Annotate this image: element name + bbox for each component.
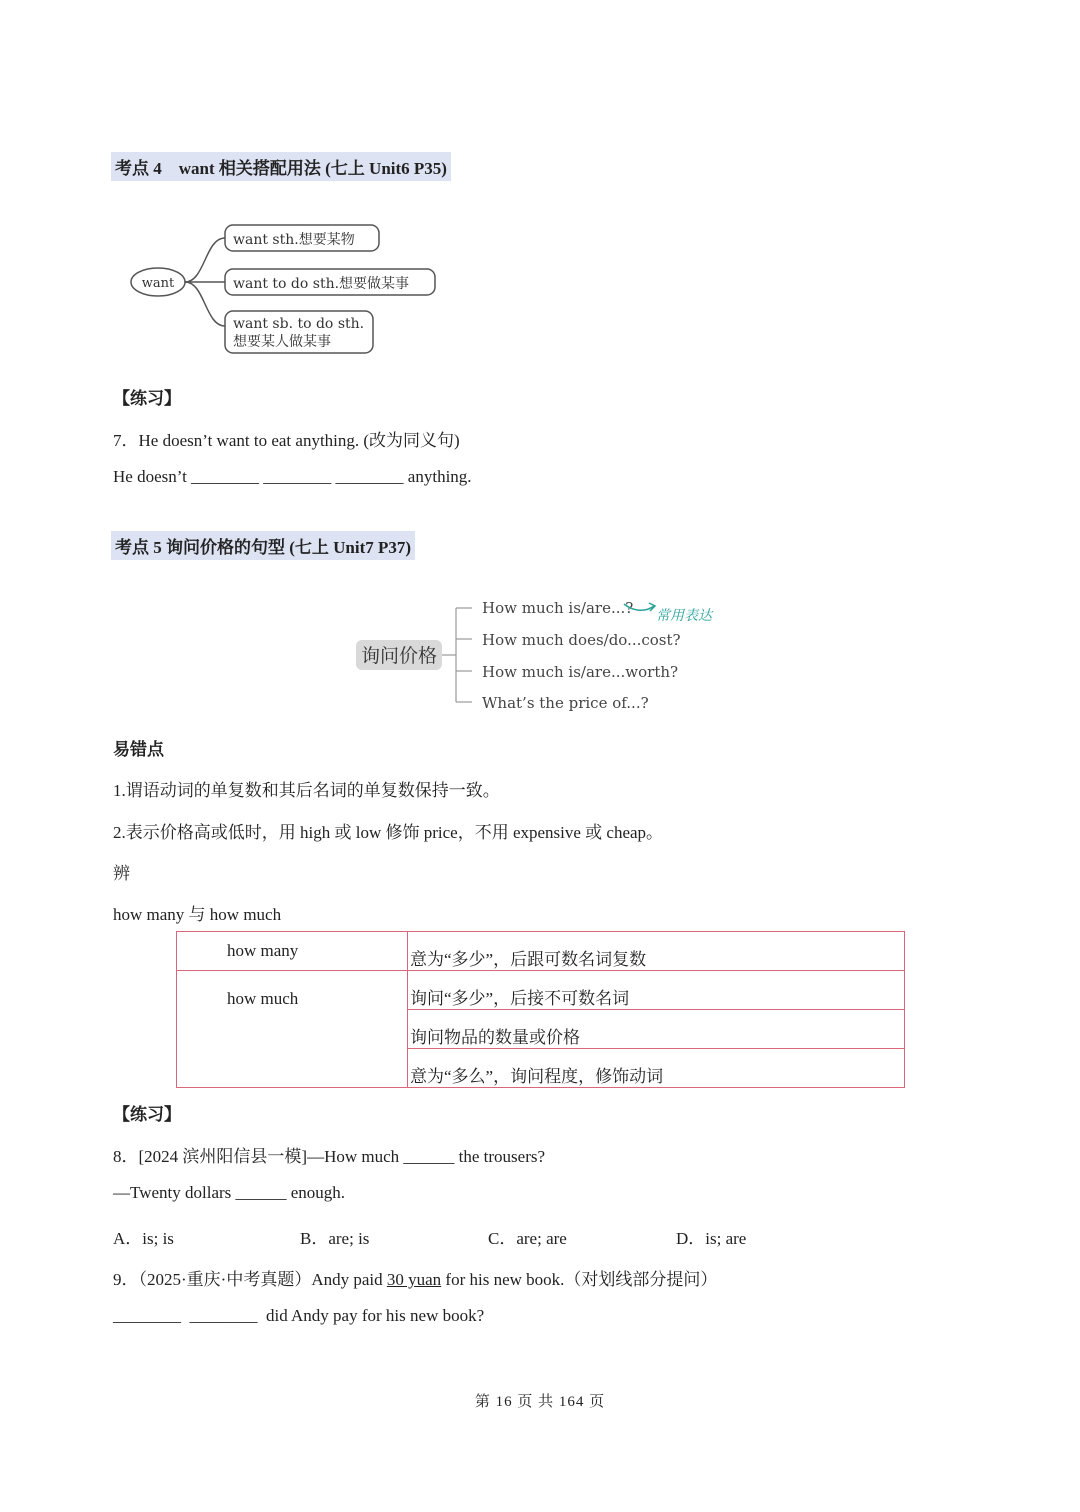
- question-9: [113, 1265, 717, 1290]
- table-row: [177, 932, 905, 971]
- table-term-how-much: how much: [177, 971, 408, 1088]
- price-item-2: How much does/do...cost?: [482, 631, 681, 649]
- error-point-1: 1.谓语动词的单复数和其后名词的单复数保持一致。: [113, 781, 500, 800]
- price-item-3: How much is/are...worth?: [482, 663, 679, 681]
- distinguish-label: 辨: [113, 864, 130, 883]
- comparison-table: [176, 931, 905, 1088]
- price-root: 询问价格: [360, 645, 438, 667]
- compare-title: how many 与 how much: [113, 905, 282, 924]
- practice-label-1: 【练习】: [113, 389, 181, 408]
- practice-label-2: 【练习】: [113, 1105, 181, 1124]
- question-9-suffix: for his new book.（对划线部分提问）: [441, 1270, 718, 1289]
- question-9-prefix: 9．（2025·重庆·中考真题）Andy paid: [113, 1270, 387, 1289]
- table-desc: 意为“多少”，后跟可数名词复数: [408, 932, 905, 971]
- section5-title: 考点 5 询问价格的句型 (七上 Unit7 P37): [111, 531, 415, 560]
- option-a: A．is; is: [113, 1229, 174, 1248]
- price-item-4: What’s the price of...?: [482, 694, 649, 712]
- option-c: C．are; are: [488, 1229, 567, 1248]
- price-note: 常用表达: [656, 608, 712, 624]
- want-mind-map: [125, 218, 445, 360]
- mindmap-root: want: [141, 276, 175, 291]
- error-point-2: 2.表示价格高或低时，用 high 或 low 修饰 price，不用 expensive 或 cheap。: [113, 823, 664, 842]
- question-7-answer: He doesn’t ________ ________ ________ anything.: [113, 467, 472, 486]
- page-footer: 第 16 页 共 164 页: [474, 1394, 606, 1410]
- question-9-answer: ________ ________ did Andy pay for his new book?: [113, 1306, 485, 1325]
- question-7: 7．He doesn’t want to eat anything. (改为同义句): [113, 431, 460, 450]
- mindmap-branch-3-line2: 想要某人做某事: [233, 334, 331, 350]
- question-9-underlined: 30 yuan: [386, 1270, 442, 1289]
- mindmap-branch-3-line1: want sb. to do sth.: [233, 316, 365, 332]
- section4-title: 考点 4 want 相关搭配用法 (七上 Unit6 P35): [111, 152, 451, 181]
- table-desc: 意为“多么”，询问程度，修饰动词: [408, 1049, 905, 1088]
- option-b: B．are; is: [300, 1229, 370, 1248]
- question-8-line2: —Twenty dollars ______ enough.: [113, 1183, 346, 1202]
- price-mind-map: [350, 592, 730, 718]
- option-d: D．is; are: [676, 1229, 747, 1248]
- question-8: 8．[2024 滨州阳信县一模]—How much ______ the trousers?: [113, 1147, 546, 1166]
- table-term-how-many: how many: [177, 932, 408, 971]
- table-desc: 询问物品的数量或价格: [408, 1010, 905, 1049]
- mindmap-branch-2: want to do sth.想要做某事: [233, 276, 410, 292]
- table-desc: 询问“多少”，后接不可数名词: [408, 971, 905, 1010]
- mindmap-branch-1: want sth.想要某物: [233, 232, 355, 248]
- table-row: [177, 971, 905, 1010]
- error-label: 易错点: [113, 740, 164, 759]
- price-item-1: How much is/are...?: [482, 599, 634, 617]
